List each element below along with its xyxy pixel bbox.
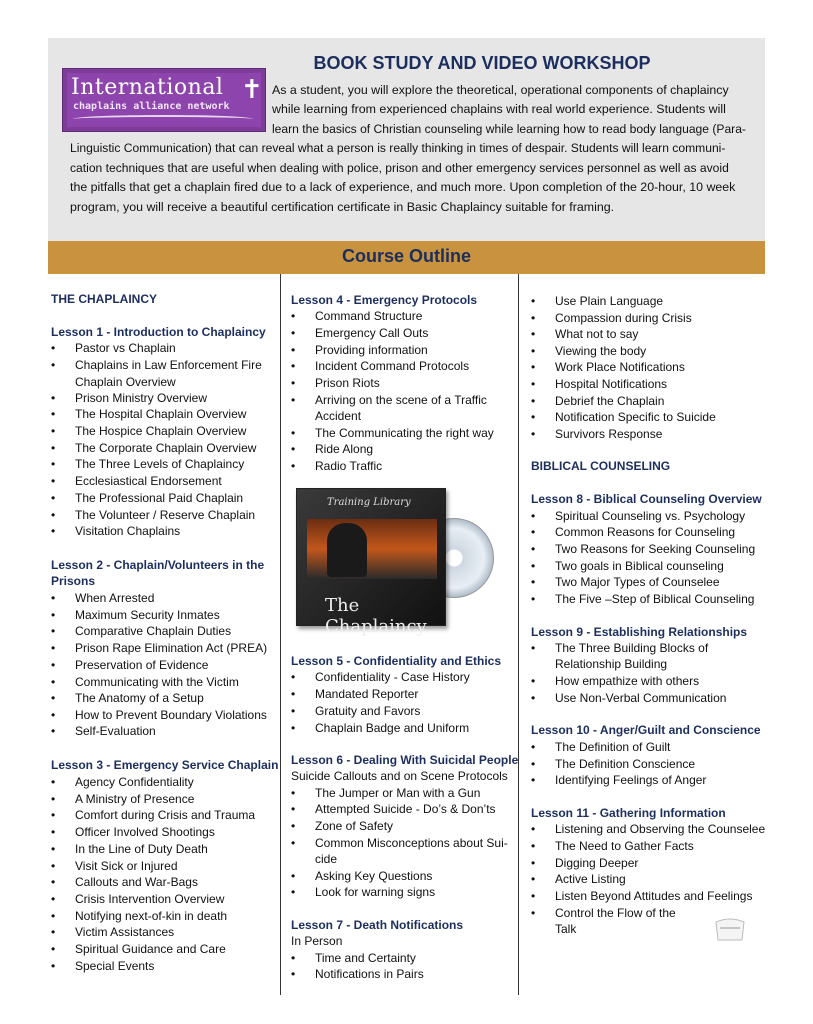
outline-item: Suicide Callouts and on Scene Protocols — [291, 769, 508, 783]
intro-line: cation techniques that are useful when dealing with police, prison and other emergency services personnel as well as avoid — [70, 161, 729, 175]
outline-item: • Work Place Notifications — [531, 360, 685, 374]
outline-item: • Agency Confidentiality — [51, 775, 194, 789]
logo-subtitle: chaplains alliance network — [73, 101, 230, 112]
outline-item: • Listening and Observing the Counselee — [531, 822, 765, 836]
dvd-case — [296, 488, 446, 637]
outline-item: • Ride Along — [291, 442, 373, 456]
outline-item: • Attempted Suicide - Do’s & Don’ts — [291, 802, 496, 816]
outline-item: Chaplain Overview — [75, 375, 176, 389]
intro-line: the pitfalls that get a chaplain fired due to a lack of experience, and much more. Upon completion of the 20-hour, 10 week — [70, 180, 736, 194]
outline-item: • Common Misconceptions about Sui- — [291, 836, 508, 850]
outline-item: • The Need to Gather Facts — [531, 839, 694, 853]
page-curl-icon — [712, 914, 748, 944]
outline-item: • Digging Deeper — [531, 856, 638, 870]
outline-item: • The Hospice Chaplain Overview — [51, 424, 246, 438]
outline-item: Talk — [555, 922, 577, 936]
outline-item: Relationship Building — [555, 657, 668, 671]
outline-item: • The Hospital Chaplain Overview — [51, 407, 246, 421]
section-heading: BIBLICAL COUNSELING — [531, 459, 671, 473]
outline-item: • The Volunteer / Reserve Chaplain — [51, 508, 255, 522]
section-heading: Lesson 8 - Biblical Counseling Overview — [531, 492, 762, 506]
outline-item: • The Definition Conscience — [531, 757, 695, 771]
outline-item: • When Arrested — [51, 591, 154, 605]
outline-item: • Pastor vs Chaplain — [51, 341, 176, 355]
section-heading: Lesson 7 - Death Notifications — [291, 918, 464, 932]
outline-item: • Chaplains in Law Enforcement Fire — [51, 358, 262, 372]
outline-item: • Zone of Safety — [291, 819, 393, 833]
outline-item: • Victim Assistances — [51, 925, 174, 939]
outline-item: • The Corporate Chaplain Overview — [51, 441, 256, 455]
outline-item: • Time and Certainty — [291, 951, 416, 965]
section-heading: Lesson 9 - Establishing Relationships — [531, 625, 748, 639]
outline-item: • Comfort during Crisis and Trauma — [51, 808, 255, 822]
section-heading: Lesson 11 - Gathering Information — [531, 806, 726, 820]
swoosh-decoration — [73, 115, 253, 123]
outline-item: In Person — [291, 934, 343, 948]
outline-item: • Officer Involved Shootings — [51, 825, 215, 839]
organization-logo — [62, 68, 266, 132]
outline-item: • Survivors Response — [531, 427, 662, 441]
intro-line: while learning from experienced chaplains with real world experience. Students will — [272, 102, 726, 116]
outline-item: Accident — [315, 409, 362, 423]
outline-item: • Asking Key Questions — [291, 869, 432, 883]
outline-item: • Visit Sick or Injured — [51, 859, 178, 873]
outline-item: • Maximum Security Inmates — [51, 608, 220, 622]
outline-item: • The Anatomy of a Setup — [51, 691, 204, 705]
outline-item: • Self-Evaluation — [51, 724, 156, 738]
outline-item: • The Definition of Guilt — [531, 740, 670, 754]
column-divider — [518, 274, 519, 995]
outline-item: • Look for warning signs — [291, 885, 435, 899]
outline-item: • Two Major Types of Counselee — [531, 575, 720, 589]
outline-item: • Compassion during Crisis — [531, 311, 692, 325]
outline-item: • Two goals in Biblical counseling — [531, 559, 724, 573]
outline-item: • Listen Beyond Attitudes and Feelings — [531, 889, 752, 903]
outline-item: • What not to say — [531, 327, 638, 341]
cover-title: The Chaplaincy — [325, 595, 427, 637]
intro-line: learn the basics of Christian counseling while learning how to read body language (Para- — [272, 122, 746, 136]
outline-item: • The Jumper or Man with a Gun — [291, 786, 480, 800]
outline-item: • Chaplain Badge and Uniform — [291, 721, 469, 735]
outline-item: • Special Events — [51, 959, 154, 973]
outline-item: • Prison Ministry Overview — [51, 391, 207, 405]
page-title: BOOK STUDY AND VIDEO WORKSHOP — [313, 53, 651, 73]
logo-title: International — [71, 75, 224, 100]
outline-item: • The Three Building Blocks of — [531, 641, 708, 655]
outline-item: • Notification Specific to Suicide — [531, 410, 716, 424]
section-heading: Lesson 6 - Dealing With Suicidal People — [291, 753, 519, 767]
outline-item: • Preservation of Evidence — [51, 658, 208, 672]
outline-item: • Providing information — [291, 343, 428, 357]
section-heading: Lesson 4 - Emergency Protocols — [291, 293, 478, 307]
outline-item: • Emergency Call Outs — [291, 326, 428, 340]
section-heading: Lesson 10 - Anger/Guilt and Conscience — [531, 723, 761, 737]
outline-item: • Ecclesiastical Endorsement — [51, 474, 222, 488]
outline-item: • How to Prevent Boundary Violations — [51, 708, 267, 722]
outline-item: • Notifications in Pairs — [291, 967, 424, 981]
outline-item: • Common Reasons for Counseling — [531, 525, 735, 539]
section-heading: THE CHAPLAINCY — [51, 292, 158, 306]
section-heading: Lesson 1 - Introduction to Chaplaincy — [51, 325, 266, 339]
cover-series: Training Library — [327, 497, 411, 508]
firefighter-figure — [327, 523, 367, 577]
intro-line: program, you will receive a beautiful certification certificate in Basic Chaplaincy suitable for framing. — [70, 200, 615, 214]
outline-item: • Viewing the body — [531, 344, 646, 358]
outline-item: • Incident Command Protocols — [291, 359, 469, 373]
outline-item: • Two Reasons for Seeking Counseling — [531, 542, 755, 556]
outline-item: • Communicating with the Victim — [51, 675, 239, 689]
outline-item: • Use Non-Verbal Communication — [531, 691, 726, 705]
outline-item: • Radio Traffic — [291, 459, 382, 473]
outline-item: • The Communicating the right way — [291, 426, 494, 440]
outline-item: • Mandated Reporter — [291, 687, 418, 701]
section-heading: Prisons — [51, 574, 96, 588]
outline-item: • Hospital Notifications — [531, 377, 667, 391]
outline-item: • Callouts and War-Bags — [51, 875, 198, 889]
outline-item: • Spiritual Counseling vs. Psychology — [531, 509, 745, 523]
outline-item: • Prison Riots — [291, 376, 380, 390]
outline-item: • Prison Rape Elimination Act (PREA) — [51, 641, 267, 655]
outline-item: • Spiritual Guidance and Care — [51, 942, 226, 956]
section-heading: Lesson 3 - Emergency Service Chaplain — [51, 758, 279, 772]
outline-item: • Gratuity and Favors — [291, 704, 420, 718]
outline-item: • Debrief the Chaplain — [531, 394, 664, 408]
cross-icon: ✝ — [241, 75, 263, 105]
intro-line: Linguistic Communication) that can reveal what a person is really thinking in times of despair. Students will learn communi- — [70, 141, 726, 155]
outline-item: • The Five –Step of Biblical Counseling — [531, 592, 754, 606]
outline-item: • A Ministry of Presence — [51, 792, 194, 806]
outline-item: • How empathize with others — [531, 674, 699, 688]
outline-item: • Visitation Chaplains — [51, 524, 180, 538]
outline-item: • Control the Flow of the — [531, 906, 676, 920]
dvd-cover-image — [296, 488, 494, 637]
intro-line: As a student, you will explore the theoretical, operational components of chaplaincy — [272, 83, 729, 97]
section-heading: Lesson 2 - Chaplain/Volunteers in the — [51, 558, 265, 572]
outline-item: • Confidentiality - Case History — [291, 670, 470, 684]
section-heading: Lesson 5 - Confidentiality and Ethics — [291, 654, 502, 668]
outline-item: • The Three Levels of Chaplaincy — [51, 457, 244, 471]
outline-item: • Use Plain Language — [531, 294, 663, 308]
outline-item: • Notifying next-of-kin in death — [51, 909, 227, 923]
outline-item: • Identifying Feelings of Anger — [531, 773, 706, 787]
outline-item: • In the Line of Duty Death — [51, 842, 208, 856]
outline-item: • Crisis Intervention Overview — [51, 892, 224, 906]
outline-item: • The Professional Paid Chaplain — [51, 491, 243, 505]
outline-item: • Arriving on the scene of a Traffic — [291, 393, 487, 407]
column-divider — [280, 274, 281, 995]
outline-item: • Command Structure — [291, 309, 422, 323]
outline-item: • Comparative Chaplain Duties — [51, 624, 231, 638]
outline-item: cide — [315, 852, 338, 866]
outline-item: • Active Listing — [531, 872, 626, 886]
outline-title: Course Outline — [341, 246, 471, 266]
